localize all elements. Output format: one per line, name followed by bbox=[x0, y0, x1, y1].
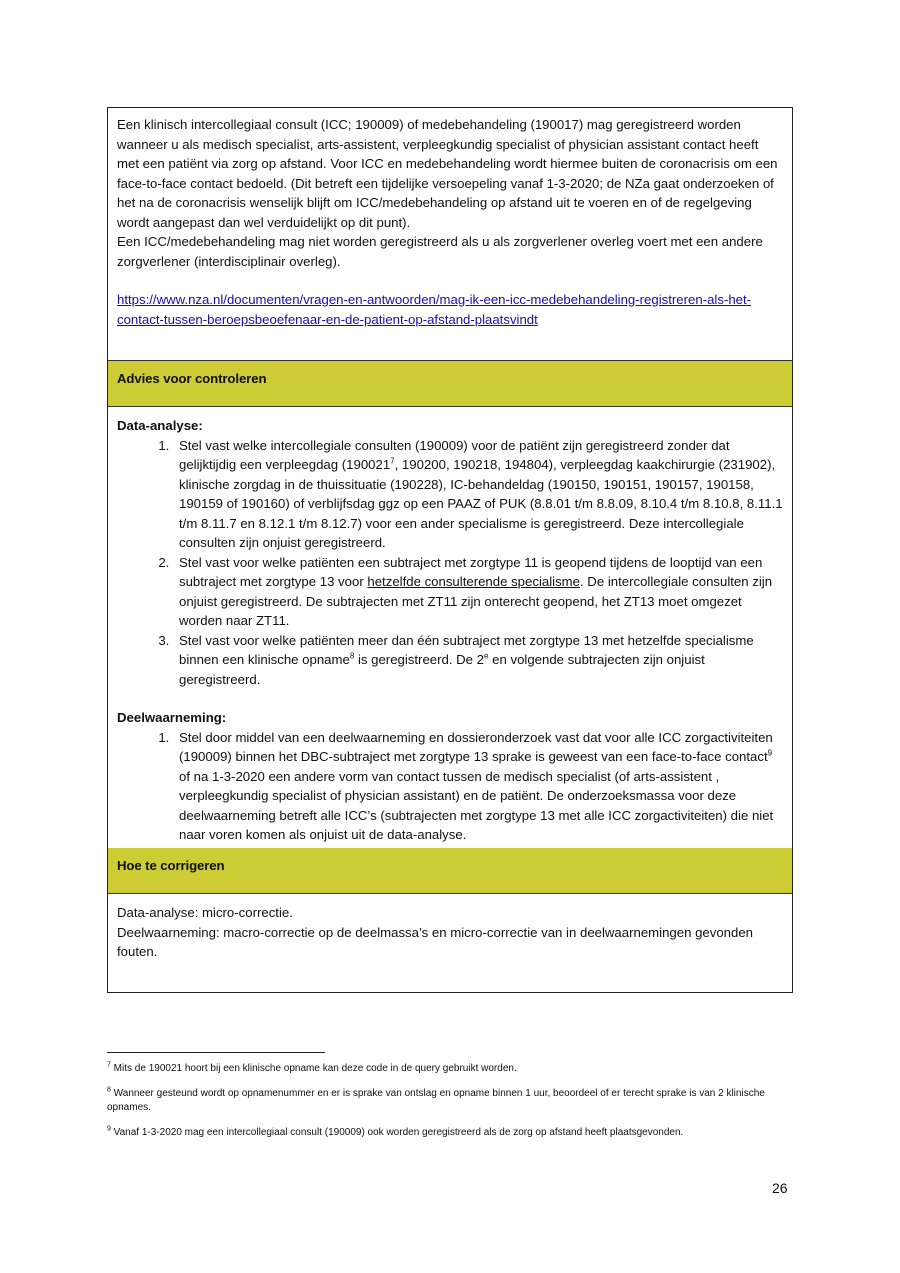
advies-cell bbox=[108, 407, 792, 848]
list-item: 3. Stel vast voor welke patiënten meer dan één subtraject met zorgtype 13 met hetzelfde specialisme binnen een klinische opname$^8$ is geregistreerd. De 2e en volgende subtrajecten zijn onjuist geregistreerd. bbox=[173, 631, 783, 690]
intro-cell bbox=[108, 108, 792, 361]
deelwaarneming-list bbox=[117, 728, 783, 845]
footnote-7: $^7$ Mits de 190021 hoort bij een klinische opname kan deze code in de query gebruikt worden. bbox=[107, 1061, 517, 1074]
footnote-separator bbox=[107, 1052, 325, 1053]
data-analyse-list bbox=[117, 436, 783, 690]
corrigeren-cell bbox=[108, 894, 792, 992]
correction-data-analyse: Data-analyse: micro-correctie. bbox=[117, 905, 293, 920]
correction-deelwaarneming: Deelwaarneming: macro-correctie op de deelmassa’s en micro-correctie van in deelwaarnemingen gevonden fouten. bbox=[117, 924, 754, 959]
list-item: 1. Stel door middel van een deelwaarneming en dossieronderzoek vast dat voor alle ICC zorgactiviteiten (190009) binnen het DBC-subtraject met zorgtype 13 sprake is geweest van een face-to-face contact$^9$ of na 1-3-2020 een andere vorm van contact tussen de medisch specialist (of arts-assistent , verpleegkundig specialist of physician assistant) en de patiënt. De onderzoeksmassa voor deze deelwaarneming betreft alle ICC’s (subtrajecten met zorgtype 13 met alle ICC zorgactiviteiten) die niet naar voren komen als onjuist uit de data-analyse. bbox=[173, 728, 783, 845]
deelwaarneming-title: Deelwaarneming: bbox=[117, 710, 227, 725]
intro-paragraph-1: Een klinisch intercollegiaal consult (ICC; 190009) of medebehandeling (190017) mag geregistreerd worden wanneer u als medisch specialist, arts-assistent, verpleegkundig specialist of physician assistant contact heeft met een patiënt via zorg op afstand. Voor ICC en medebehandeling wordt hiermee buiten de coronacrisis om een face-to-face contact bedoeld. (Dit betreft een tijdelijke versoepeling vanaf 1-3-2020; de NZa gaat onderzoeken of het na de coronacrisis wenselijk blijft om ICC/medebehandeling op afstand uit te voeren en of de regelgeving wordt aangepast dan wel verduidelijkt op dit punt). bbox=[117, 117, 778, 230]
list-item: 2. Stel vast voor welke patiënten een subtraject met zorgtype 11 is geopend tijdens de looptijd van een subtraject met zorgtype 13 voor hetzelfde consulterende specialisme. De intercollegiale consulten zijn onjuist geregistreerd. De subtrajecten met ZT11 zijn onterecht geopend, het ZT13 moet omgezet worden naar ZT11. bbox=[173, 553, 783, 631]
footnote-8: $^8$ Wanneer gesteund wordt op opnamenummer en er is sprake van ontslag en opname binnen 1 uur, beoordeel of er terecht sprake is van 2 klinische opnames. bbox=[107, 1086, 765, 1113]
list-item: 1. Stel vast welke intercollegiale consulten (190009) voor de patiënt zijn geregistreerd zonder dat gelijktijdig een verpleegdag (190021$^7$, 190200, 190218, 194804), verpleegdag kaakchirurgie (231902), klinische zorgdag in de thuissituatie (190228), IC-behandeldag (190150, 190151, 190157, 190158, 190159 of 190160) of verblijfsdag ggz op een PAAZ of PUK (8.8.01 t/m 8.8.09, 8.10.4 t/m 8.10.8, 8.11.1 t/m 8.11.7 en 8.12.1 t/m 8.12.7) voor een ander specialisme is geregistreerd. Deze intercollegiale consulten zijn onjuist geregistreerd. bbox=[173, 436, 783, 553]
footnote-ref: 7 bbox=[390, 456, 395, 466]
page-number: 26 bbox=[772, 1180, 788, 1196]
footnote-9: $^9$ Vanaf 1-3-2020 mag een intercollegiaal consult (190009) ook worden geregistreerd als de zorg op afstand heeft plaatsgevonden. bbox=[107, 1125, 684, 1138]
intro-paragraph-2: Een ICC/medebehandeling mag niet worden geregistreerd als u als zorgverlener overleg voert met een andere zorgverlener (interdisciplinair overleg). bbox=[117, 234, 763, 269]
advies-header: Advies voor controleren bbox=[108, 361, 792, 407]
underlined-text: hetzelfde consulterende specialisme bbox=[367, 574, 580, 589]
footnotes bbox=[107, 1062, 797, 1150]
advice-table bbox=[107, 107, 793, 993]
data-analyse-title: Data-analyse: bbox=[117, 418, 203, 433]
nza-link[interactable]: https://www.nza.nl/documenten/vragen-en-antwoorden/mag-ik-een-icc-medebehandeling-registreren-als-het-contact-tussen-beroepsbeoefenaar-en-de-patient-op-afstand-plaatsvindt bbox=[117, 292, 752, 327]
corrigeren-header: Hoe te corrigeren bbox=[108, 848, 792, 894]
footnote-ref: 8 bbox=[349, 651, 355, 661]
footnote-ref: 9 bbox=[767, 748, 773, 758]
